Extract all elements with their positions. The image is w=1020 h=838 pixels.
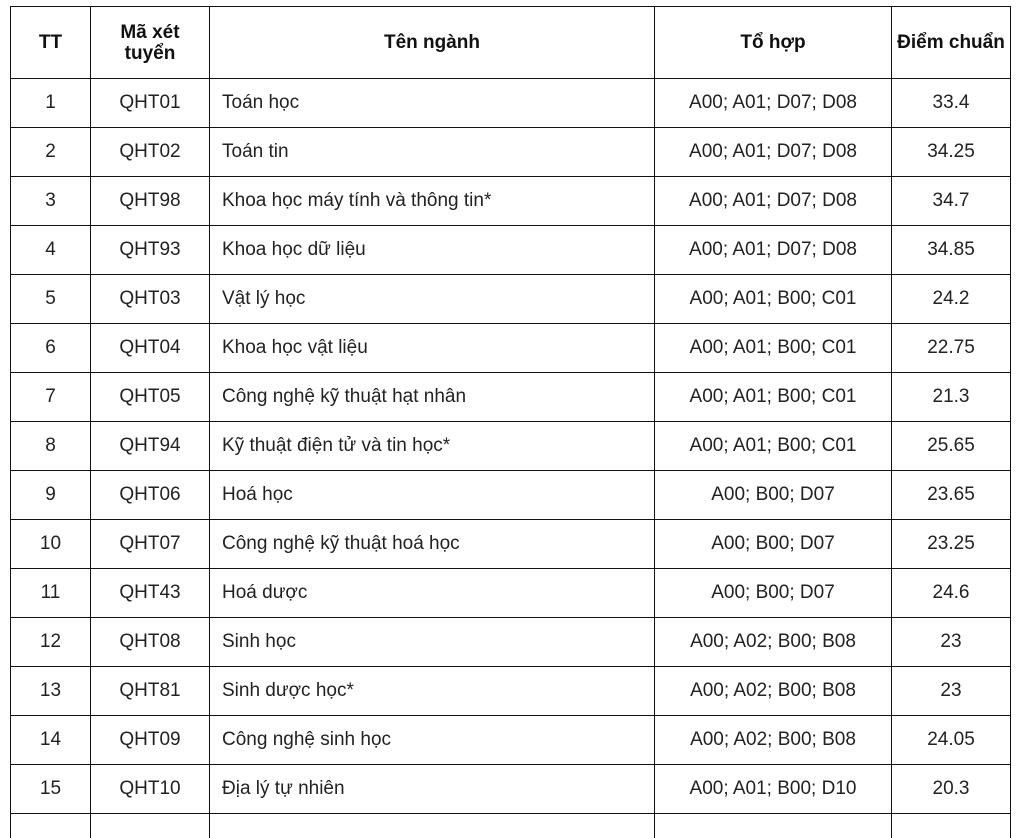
cell-combo: A00; A01; D07; D08: [655, 226, 892, 275]
table-row: [11, 177, 1011, 226]
cell-combo: A00; A01; B00; D10: [655, 765, 892, 814]
cell-score: 34.85: [892, 226, 1011, 275]
cell-name: Khoa học vật liệu: [210, 324, 655, 373]
cell-tt: 6: [11, 324, 91, 373]
table-row: [11, 79, 1011, 128]
cell-empty: [91, 814, 210, 838]
cell-code: QHT98: [91, 177, 210, 226]
cell-code: QHT94: [91, 422, 210, 471]
cell-code: QHT06: [91, 471, 210, 520]
cell-name: Kỹ thuật điện tử và tin học*: [210, 422, 655, 471]
header-row: [11, 7, 1011, 79]
table-row: [11, 471, 1011, 520]
cell-score: 22.75: [892, 324, 1011, 373]
cell-tt: 5: [11, 275, 91, 324]
cell-name: Sinh dược học*: [210, 667, 655, 716]
cell-code: QHT81: [91, 667, 210, 716]
cell-score: 25.65: [892, 422, 1011, 471]
table-row: [11, 226, 1011, 275]
table-row: [11, 618, 1011, 667]
cell-empty: [210, 814, 655, 838]
header-code: [91, 7, 210, 79]
cell-score: 34.7: [892, 177, 1011, 226]
header-code-line2: tuyển: [125, 43, 176, 64]
table-row: [11, 716, 1011, 765]
cell-score: 23: [892, 667, 1011, 716]
cell-code: QHT04: [91, 324, 210, 373]
header-score: Điểm chuẩn: [892, 7, 1011, 79]
table-row: [11, 422, 1011, 471]
cell-code: QHT08: [91, 618, 210, 667]
cell-code: QHT02: [91, 128, 210, 177]
cell-score: 33.4: [892, 79, 1011, 128]
cell-score: 34.25: [892, 128, 1011, 177]
cell-combo: A00; A01; B00; C01: [655, 373, 892, 422]
cell-combo: A00; A01; D07; D08: [655, 128, 892, 177]
table-row: [11, 128, 1011, 177]
cell-code: QHT07: [91, 520, 210, 569]
cell-tt: 3: [11, 177, 91, 226]
header-code-line1: Mã xét: [120, 22, 179, 43]
cell-code: QHT93: [91, 226, 210, 275]
header-name: Tên ngành: [210, 7, 655, 79]
cell-combo: A00; A01; B00; C01: [655, 422, 892, 471]
cell-name: Khoa học máy tính và thông tin*: [210, 177, 655, 226]
cell-combo: A00; B00; D07: [655, 520, 892, 569]
cell-combo: A00; B00; D07: [655, 569, 892, 618]
cell-name: Công nghệ sinh học: [210, 716, 655, 765]
header-combo: Tổ hợp: [655, 7, 892, 79]
cell-name: Công nghệ kỹ thuật hoá học: [210, 520, 655, 569]
cell-name: Hoá dược: [210, 569, 655, 618]
cell-score: 23.65: [892, 471, 1011, 520]
table-row-partial: [11, 814, 1011, 838]
table-row: [11, 569, 1011, 618]
cell-name: Vật lý học: [210, 275, 655, 324]
cell-empty: [11, 814, 91, 838]
header-tt: TT: [11, 7, 91, 79]
cell-tt: 7: [11, 373, 91, 422]
cell-name: Sinh học: [210, 618, 655, 667]
cell-combo: A00; A01; D07; D08: [655, 177, 892, 226]
cell-name: Hoá học: [210, 471, 655, 520]
cell-score: 24.05: [892, 716, 1011, 765]
cell-combo: A00; A02; B00; B08: [655, 667, 892, 716]
cell-name: Toán tin: [210, 128, 655, 177]
cell-name: Địa lý tự nhiên: [210, 765, 655, 814]
cell-empty: [655, 814, 892, 838]
table-row: [11, 765, 1011, 814]
cell-code: QHT43: [91, 569, 210, 618]
cell-combo: A00; A01; B00; C01: [655, 324, 892, 373]
cell-score: 23: [892, 618, 1011, 667]
cell-code: QHT05: [91, 373, 210, 422]
cell-code: QHT03: [91, 275, 210, 324]
cell-combo: A00; B00; D07: [655, 471, 892, 520]
cell-score: 24.2: [892, 275, 1011, 324]
cell-tt: 13: [11, 667, 91, 716]
cell-combo: A00; A01; D07; D08: [655, 79, 892, 128]
cell-name: Khoa học dữ liệu: [210, 226, 655, 275]
cell-combo: A00; A02; B00; B08: [655, 618, 892, 667]
table-row: [11, 667, 1011, 716]
cell-tt: 2: [11, 128, 91, 177]
cell-empty: [892, 814, 1011, 838]
cell-combo: A00; A02; B00; B08: [655, 716, 892, 765]
cell-code: QHT09: [91, 716, 210, 765]
admission-scores-table: [10, 6, 1011, 838]
table-row: [11, 324, 1011, 373]
cell-tt: 9: [11, 471, 91, 520]
cell-code: QHT10: [91, 765, 210, 814]
cell-score: 24.6: [892, 569, 1011, 618]
cell-code: QHT01: [91, 79, 210, 128]
cell-tt: 4: [11, 226, 91, 275]
cell-tt: 12: [11, 618, 91, 667]
cell-score: 21.3: [892, 373, 1011, 422]
cell-tt: 11: [11, 569, 91, 618]
cell-name: Toán học: [210, 79, 655, 128]
cell-score: 20.3: [892, 765, 1011, 814]
cell-name: Công nghệ kỹ thuật hạt nhân: [210, 373, 655, 422]
cell-tt: 15: [11, 765, 91, 814]
cell-combo: A00; A01; B00; C01: [655, 275, 892, 324]
cell-tt: 14: [11, 716, 91, 765]
table-row: [11, 373, 1011, 422]
table-row: [11, 275, 1011, 324]
cell-tt: 1: [11, 79, 91, 128]
table-row: [11, 520, 1011, 569]
cell-tt: 8: [11, 422, 91, 471]
cell-tt: 10: [11, 520, 91, 569]
cell-score: 23.25: [892, 520, 1011, 569]
admission-scores-sheet: [10, 6, 1010, 838]
